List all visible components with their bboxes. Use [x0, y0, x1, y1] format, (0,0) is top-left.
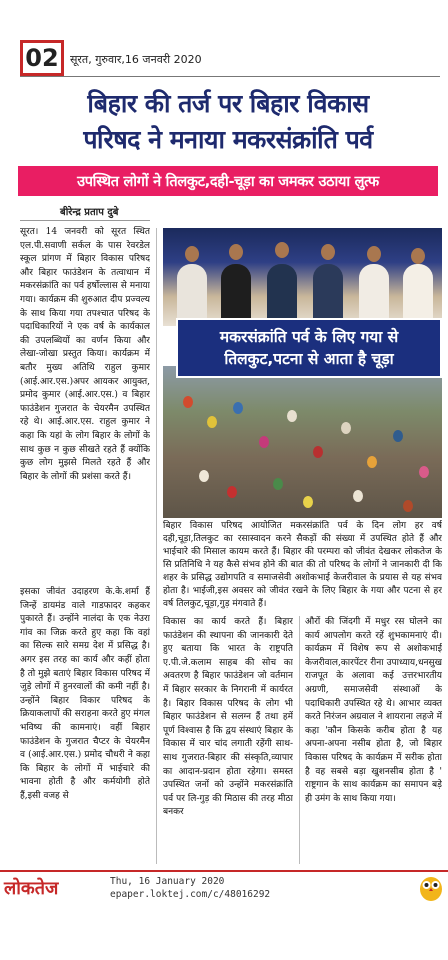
photo-crowd-figure	[233, 402, 243, 414]
photo-person	[221, 264, 251, 326]
column-divider	[156, 228, 157, 864]
photo-crowd-figure	[419, 466, 429, 478]
photo-crowd-figure	[287, 410, 297, 422]
footer-divider	[0, 870, 448, 872]
dateline: सूरत, गुरुवार,16 जनवरी 2020	[70, 53, 202, 66]
photo-crowd-figure	[273, 478, 283, 490]
photo-person	[403, 264, 433, 326]
photo-person-head	[367, 246, 381, 262]
headline-line-2: परिषद ने मनाया मकरसंक्रांति पर्व	[83, 125, 373, 154]
footer-url[interactable]: epaper.loktej.com/c/48016292	[110, 889, 271, 900]
photo-crowd-figure	[313, 446, 323, 458]
byline-divider	[20, 220, 150, 221]
photo-person-head	[321, 244, 335, 260]
page-header	[0, 0, 448, 78]
photo-crowd-figure	[303, 496, 313, 508]
page-bottom-margin	[0, 905, 448, 960]
photo-crowd-figure	[367, 456, 377, 468]
photo-crowd-figure	[403, 500, 413, 512]
photo-person-head	[411, 248, 425, 264]
photo-banner	[176, 318, 442, 378]
photo-person-head	[229, 244, 243, 260]
byline: बीरेन्द्र प्रताप दुबे	[60, 207, 119, 218]
newspaper-logo: लोकतेज	[4, 878, 59, 899]
photo-caption: बिहार विकास परिषद आयोजित मकरसंक्रांति पर्व के दिन लोग हर वर्ष दही,चूड़ा,तिलकुट का रसास्वादन करने सैकड़ों की संख्या में उपस्थित होते हैं और भाईचारे की मिसाल कायम करते हैं। बिहार की परम्परा को जीवंत देखकर लोकतेज के सि प्रतिनिधि ने यह कैसे संभव होने की बात की तो परिषद के लोगों ने जानकारी दी कि शहर के प्रसिद्ध उद्योगपति व समाजसेवी अशोकभाई केजरीवाल के प्रयास से यह संभव होता है। भाईजी,इस अवसर को जीवंत रखने के लिए बिहार के गया और पटना से हर वर्ष तिलकुट,चूड़ा,गुड़ मंगवाते हैं।	[163, 521, 442, 609]
photo-person	[359, 264, 389, 326]
subheadline: उपस्थित लोगों ने तिलकुट,दही-चूड़ा का जमकर उठाया लुत्फ	[77, 174, 379, 190]
article-column-3: औरों की जिंदगी में मधुर रस घोलने का कार्य आपलोग करते रहें शुभकामनाएं दी। कार्यक्रम में विशेष रूप से अशोकभाई केजरीवाल,कारपेंटर रीना उपाध्याय,धनसुख राजपूत के अलावा कई उत्तरभारतीय अग्रणी, समाजसेवी संस्थाओं के पदाधिकारी उपस्थित रहे थे। आभार व्यक्त करते निरंजन अग्रवाल ने शायराना लहजे में कहा 'कौन किसके करीब होता है यह अपना-अपना नसीब होता है, जो बिहार विकास परिषद के कार्यक्रम में सरीक होता है वह सबसे बड़ा खुशनसीब होता है ' राष्ट्रगान के साथ कार्यक्रम का समापन बड़े ही उमंग के साथ किया गया।	[305, 617, 442, 804]
photo-crowd-figure	[227, 486, 237, 498]
photo-crowd-figure	[207, 416, 217, 428]
article-column-1-top: सूरत। 14 जनवरी को सूरत स्थित एल.पी.सवाणी सर्कल के पास रेवरडेल स्कूल प्रांगण में बिहार विकास परिषद और बिहार फाउंडेशन के तत्वाधान में मकरसंक्रांति का पर्व हर्षोल्लास से मनाया गया। कार्यक्रम की शुरुआत दीप प्रज्वल्य के साथ किया गया तपश्चात परिषद के पदाधिकारियों ने एक वर्ष के कार्यकाल की उपलब्धियों का वर्णन किया और लेखा-जोखा प्रस्तुत किया। कार्यक्रम में बतौर मुख्य अतिथि राहुल कुमार (आई.आर.एस.)अपर आयकर आयुक्त, प्रमोद कुमार (आई.आर.एस.) व बिहार फाउंडेशन गुजरात के चेयरमैन उपस्थित रहे थे। आई.आर.एस. राहुल कुमार ने कहा कि यहां के लोग बिहार के लोगों के साथ कुछ न कुछ सीखते रहते हैं क्योंकि कुछ लोग मुझसे मिलते रहते हैं और बिहार के लोगों की प्रशंसा करते हैं।	[20, 227, 150, 482]
column-divider	[299, 616, 300, 864]
subheadline-bar	[18, 166, 438, 196]
owl-icon	[418, 872, 444, 902]
article-column-2: विकास का कार्य करते हैं। बिहार फाउंडेशन की स्थापना की जानकारी देते हुए बताया कि भारत के राष्ट्रपति ए.पी.जे.कलाम साहब की सोच का अवतरण है बिहार फाउंडेशन जो वर्तमान में बिहार सरकार के निगरानी में कार्यरत है। बिहार विकास परिषद के लोग भी बिहार फाउंडेशन से सलग्न हैं तथा हमें पूर्ण विश्वास है कि द्वय संस्थाएं बिहार के विकास में चार चांद लगाती रहेंगी साथ-साथ गुजरात-बिहार की संस्कृति,व्यापार का आदान-प्रदान होता रहेगा। समस्त उपस्थित जनों को उन्होंने मकरसंक्रांति पर्व पर लि-गुड़ की मिठास की तरह मीठा बनकर	[163, 617, 293, 818]
headline-line-1: बिहार की तर्ज पर बिहार विकास	[87, 89, 369, 118]
headline	[18, 86, 438, 158]
photo-crowd-figure	[341, 422, 351, 434]
photo-crowd-figure	[199, 470, 209, 482]
photo-crowd-figure	[183, 396, 193, 408]
photo-banner-line-1: मकरसंक्रांति पर्व के लिए गया से	[219, 328, 399, 346]
crowd-photo	[163, 366, 442, 518]
photo-person	[313, 264, 343, 326]
photo-person	[177, 264, 207, 326]
photo-crowd-figure	[259, 436, 269, 448]
page-number: 02	[20, 40, 64, 76]
header-divider	[20, 76, 440, 77]
photo-person-head	[185, 246, 199, 262]
photo-person	[267, 264, 297, 326]
footer-date: Thu, 16 January 2020	[110, 876, 225, 887]
photo-person-head	[275, 242, 289, 258]
photo-crowd-figure	[353, 490, 363, 502]
photo-crowd-figure	[393, 430, 403, 442]
photo-banner-line-2: तिलकुट,पटना से आता है चूड़ा	[224, 350, 394, 368]
article-column-1-bottom: इसका जीवंत उदाहरण के.के.शर्मा हैं जिन्हें डायमंड वाले गाडफादर कहकर पुकारते हैं। उन्होंने नालंदा के एक नेउरा गांव का जिक्र करते हुए कहा कि वहां का सिल्क सारे समग्र देश में प्रसिद्ध है। अगर इस तरह का कार्य और कहीं होता है तो मुझे बताएं बिहार विकास परिषद में जुड़े लोगों में हुनरवालों की कमी नहीं है। उन्होंने बिहार विकार परिषद के क्रियाकलापों की सराहना करते हुए मंगल भविष्य की कामनाएं। वहीं बिहार फाउंडेशन के गुजरात चैप्टर के चेयरमैन व (आई.आर.एस.) प्रमोद चौधरी ने कहा कि बिहार के लोगों में भाईचारे की भावना होती है और कर्मयोगी होते हैं,इसी वजह से	[20, 587, 150, 801]
event-stage-photo	[163, 228, 442, 326]
